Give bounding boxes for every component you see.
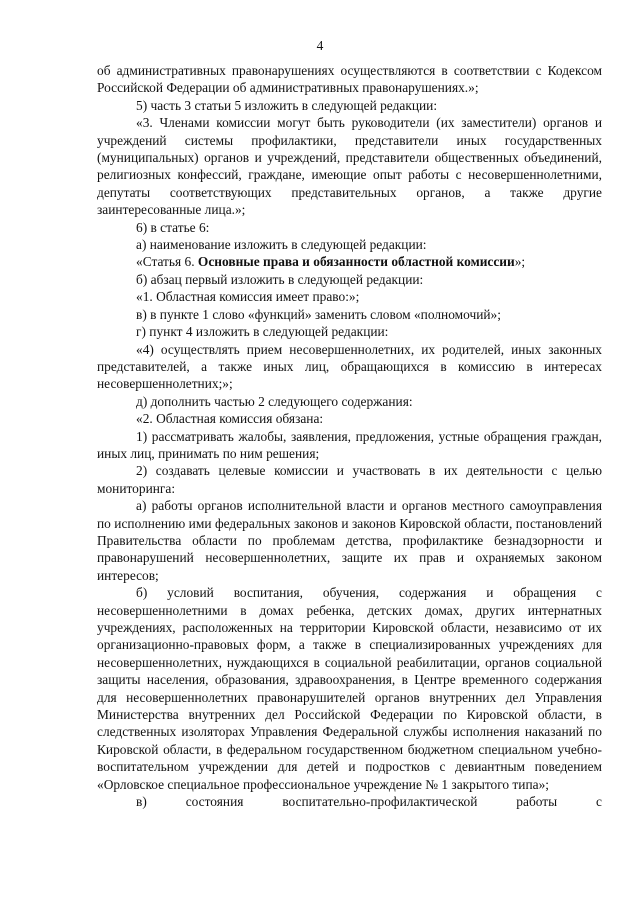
paragraph: 2) создавать целевые комиссии и участвовать в их деятельности с целью мониторинга: <box>97 463 602 496</box>
paragraph: «4) осуществлять прием несовершеннолетних, их родителей, иных законных представителей, а также иных лиц, обращающихся в комиссию в интересах несовершеннолетних;»; <box>97 341 602 392</box>
article-title-bold: Основные права и обязанности областной комиссии <box>197 254 515 270</box>
paragraph: 6) в статье 6: <box>136 219 210 235</box>
paragraph <box>97 253 602 270</box>
page-number: 4 <box>316 38 324 53</box>
paragraph: 5) часть 3 статьи 5 изложить в следующей редакции: <box>136 97 438 113</box>
document-body <box>97 62 602 810</box>
paragraph-text: «Статья 6. <box>136 254 198 270</box>
paragraph: а) работы органов исполнительной власти и органов местного самоуправления по исполнению ими федеральных законов и законов Кировской области, постановлений Правительства области по проблемам детства, профилактике безнадзорности и правонарушений несовершеннолетних, защите их прав и охраняемых законом интересов; <box>97 498 602 583</box>
paragraph: б) условий воспитания, обучения, содержания и обращения с несовершеннолетними в домах ребенка, детских домах, других интернатных учреждениях, расположенных на территории Кировской области, независимо от их организационно-правовых форм, а также в специализированных учреждениях для несовершеннолетних, нуждающихся в социальной реабилитации, органов социальной защиты населения, образования, здравоохранения, в Центре временного содержания для несовершеннолетних правонарушителей органов внутренних дел Управления Министерства внутренних дел Российской Федерации по Кировской области, в следственных изоляторах Управления Федеральной службы исполнения наказаний по Кировской области, в федеральном государственном бюджетном специальном учебно-воспитательном учреждении для детей и подростков с девиантным поведением «Орловское специальное профессиональное учреждение № 1 закрытого типа»; <box>97 585 602 792</box>
paragraph: 1) рассматривать жалобы, заявления, предложения, устные обращения граждан, иных лиц, принимать по ним решения; <box>97 428 602 461</box>
paragraph: «2. Областная комиссия обязана: <box>136 411 324 427</box>
paragraph: «3. Членами комиссии могут быть руководители (их заместители) органов и учреждений системы профилактики, представители иных государственных (муниципальных) органов и учреждений, представители общественных объединений, религиозных конфессий, граждане, имеющие опыт работы с несовершеннолетними, депутаты соответствующих представительных органов, а также другие заинтересованные лица.»; <box>97 115 602 218</box>
paragraph: б) абзац первый изложить в следующей редакции: <box>136 271 424 287</box>
paragraph: д) дополнить частью 2 следующего содержания: <box>136 393 413 409</box>
paragraph: в) состояния воспитательно-профилактической работы с <box>136 794 602 810</box>
paragraph-text: »; <box>514 254 526 270</box>
paragraph: в) в пункте 1 слово «функций» заменить словом «полномочий»; <box>136 306 501 322</box>
paragraph: а) наименование изложить в следующей редакции: <box>136 237 427 253</box>
paragraph: г) пункт 4 изложить в следующей редакции: <box>136 324 389 340</box>
paragraph: «1. Областная комиссия имеет право:»; <box>136 289 360 305</box>
paragraph: об административных правонарушениях осуществляются в соответствии с Кодексом Российской Федерации об административных правонарушениях.»; <box>97 63 602 96</box>
